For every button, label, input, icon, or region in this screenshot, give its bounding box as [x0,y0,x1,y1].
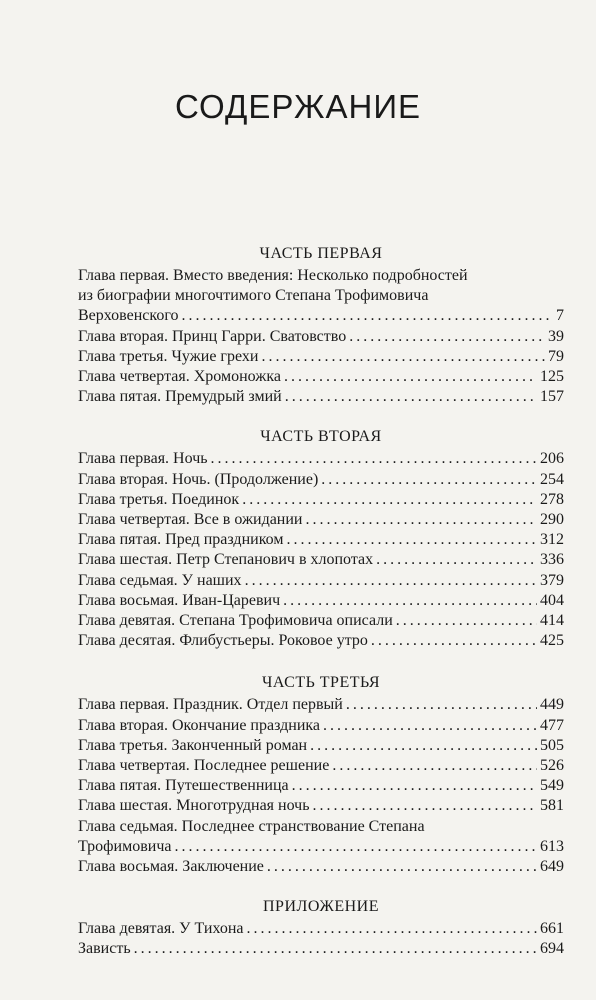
dot-leader [286,530,537,550]
toc-entry-title: Верховенского [78,307,179,325]
toc-entry [78,490,564,510]
toc-entry-page: 290 [540,511,564,529]
toc-entry-page: 694 [540,940,564,958]
toc-entry-page: 477 [540,716,564,734]
toc-entry [78,367,564,387]
dot-leader [346,695,537,715]
toc-entry-page: 649 [540,858,564,876]
toc-entry-title: Глава шестая. Петр Степанович в хлопотах [78,551,374,569]
dot-leader [211,449,537,469]
toc-entry [78,449,564,469]
toc-entry-page: 613 [540,837,564,855]
dot-leader [247,919,538,939]
part-title: ЧАСТЬ ВТОРАЯ [260,428,382,446]
page-title: СОДЕРЖАНИЕ [174,88,422,125]
dot-leader [242,490,537,510]
part-section [78,671,564,877]
toc-entry-page: 661 [540,920,564,938]
toc-entry-title: Глава первая. Праздник. Отдел первый [78,696,343,714]
toc-entry-title: Глава третья. Поединок [78,490,240,508]
dot-leader [321,470,537,490]
toc-entry-page: 312 [540,531,564,549]
dot-leader [245,571,537,591]
toc-entry-page: 425 [540,632,564,650]
part-section [78,895,564,959]
part-title: ЧАСТЬ ПЕРВАЯ [259,245,383,262]
toc-entry-page: 549 [540,777,564,795]
toc-entry-page: 404 [540,591,564,609]
dot-leader [349,327,545,347]
dot-leader [182,306,553,326]
dot-leader [313,796,537,816]
toc-entry [78,939,564,959]
dot-leader [134,939,537,959]
toc-entry [78,631,564,651]
part-title: ПРИЛОЖЕНИЕ [262,898,379,916]
toc-entry [78,776,564,796]
toc-entry-title: Глава десятая. Флибустьеры. Роковое утро [78,632,368,650]
toc-entry-title: Глава четвертая. Последнее решение [78,757,330,775]
toc-entry [78,817,564,857]
toc-entry [78,716,564,736]
toc-entry-title: Зависть [78,940,131,958]
toc-entry-title: Глава четвертая. Все в ожидании [78,511,303,529]
toc-entry-page: 157 [540,388,564,406]
toc-entry [78,857,564,877]
dot-leader [310,736,537,756]
toc-entry-line: Глава седьмая. Последнее странствование Степана [78,817,425,835]
toc-entry-page: 505 [540,736,564,754]
toc-entry [78,571,564,591]
toc-entry-page: 526 [540,757,564,775]
dot-leader [285,387,537,407]
toc-entry-title: Глава вторая. Принц Гарри. Сватовство [78,327,347,345]
toc-entry-title: Глава третья. Чужие грехи [78,347,259,365]
toc-entry-page: 449 [540,696,564,714]
toc-entry-page: 414 [540,612,564,630]
toc-entry-page: 379 [540,571,564,589]
part-title: ЧАСТЬ ТРЕТЬЯ [261,674,380,692]
toc-entry [78,611,564,631]
toc-entry-page: 278 [540,490,564,508]
toc-entry-title: Глава пятая. Путешественница [78,777,289,795]
toc-entry-page: 206 [540,450,564,468]
dot-leader [332,756,537,776]
toc-entry-page: 254 [540,470,564,488]
toc-entry [78,347,564,367]
dot-leader [292,776,537,796]
toc-entry [78,266,564,327]
dot-leader [306,510,538,530]
toc-entry-page: 336 [540,551,564,569]
toc-entry-title: Глава восьмая. Заключение [78,858,264,876]
toc-entry-title: Глава девятая. У Тихона [78,920,244,938]
toc-entry-title: Глава вторая. Окончание праздника [78,716,321,734]
toc-entry-title: Глава пятая. Пред праздником [78,531,284,549]
toc-entry-line: Глава первая. Вместо введения: Несколько подробностей [78,267,468,284]
toc-entry [78,550,564,570]
toc-entry-title: Глава первая. Ночь [78,450,208,468]
toc-entry [78,756,564,776]
toc-entry [78,510,564,530]
toc-entry-title: Глава четвертая. Хромоножка [78,368,281,386]
toc-entry [78,919,564,939]
toc-entry [78,695,564,715]
dot-leader [284,367,537,387]
toc-entry-line: из биографии многочтимого Степана Трофимовича [78,287,429,305]
toc-entry [78,736,564,756]
toc-entry [78,470,564,490]
dot-leader [376,550,537,570]
toc-entry-title: Глава третья. Законченный роман [78,736,308,754]
toc-entry-title: Глава шестая. Многотрудная ночь [78,797,310,815]
toc-entry [78,327,564,347]
toc-entry [78,530,564,550]
toc-entry [78,796,564,816]
dot-leader [174,837,537,857]
toc-entry-title: Трофимовича [78,837,172,855]
toc-entry-page: 7 [556,307,564,325]
toc-entry [78,387,564,407]
toc-entry-title: Глава восьмая. Иван-Царевич [78,591,281,609]
toc-entry-page: 581 [540,797,564,815]
toc-entry-title: Глава вторая. Ночь. (Продолжение) [78,470,319,488]
toc-entry-title: Глава девятая. Степана Трофимовича описали [78,612,393,630]
toc-entry-page: 39 [548,327,564,345]
toc-entry-title: Глава пятая. Премудрый змий [78,388,282,406]
toc-entry-page: 79 [548,347,564,365]
toc-entry [78,591,564,611]
table-of-contents [78,242,564,978]
dot-leader [371,631,537,651]
toc-entry-title: Глава седьмая. У наших [78,571,242,589]
toc-entry-page: 125 [540,368,564,386]
dot-leader [323,716,537,736]
dot-leader [267,857,537,877]
dot-leader [396,611,537,631]
dot-leader [261,347,545,367]
part-section [78,242,564,407]
part-section [78,425,564,651]
dot-leader [283,591,537,611]
